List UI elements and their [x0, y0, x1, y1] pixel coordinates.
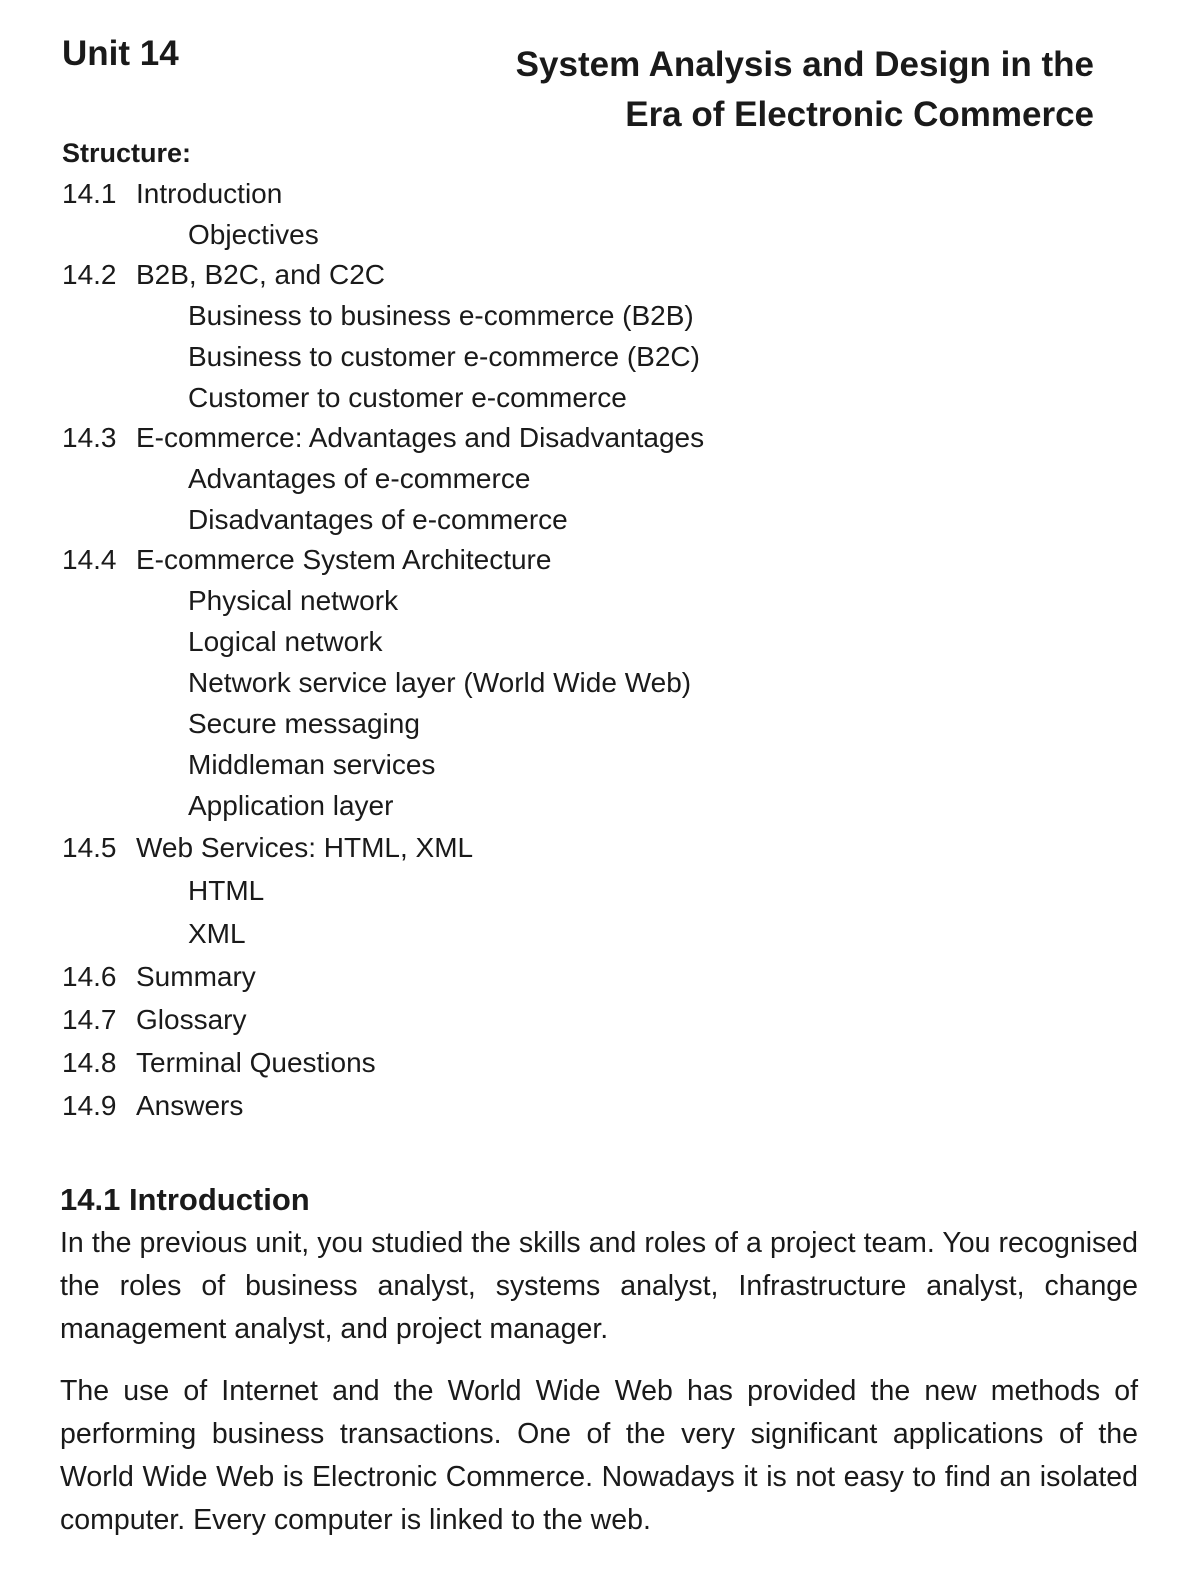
toc-subsection: Objectives: [188, 219, 319, 250]
unit-title-line2: Era of Electronic Commerce: [625, 95, 1094, 134]
toc-subsection: Secure messaging: [188, 708, 420, 739]
unit-title-line1: System Analysis and Design in the: [515, 45, 1094, 84]
toc-subsection: Business to customer e-commerce (B2C): [188, 341, 700, 372]
toc-section: [62, 1041, 1062, 1084]
toc-section-title: Introduction: [136, 178, 283, 209]
toc-subsection: Disadvantages of e-commerce: [188, 504, 568, 535]
toc-section-number: 14.5: [62, 832, 117, 863]
toc-subsection: HTML: [188, 875, 265, 906]
toc-subsection: Network service layer (World Wide Web): [188, 667, 692, 698]
toc-section-number: 14.4: [62, 544, 117, 575]
toc-subsection: Middleman services: [188, 749, 436, 780]
toc-section-title: Terminal Questions: [136, 1047, 376, 1078]
toc-section-title: Answers: [136, 1090, 244, 1121]
toc-section: [62, 540, 1062, 580]
introduction-paragraph: The use of Internet and the World Wide Web has provided the new methods of performing business transactions. One of the very significant applications of the World Wide Web is Electronic Commerce. Nowadays it is not easy to find an isolated computer. Every computer is linked to the web.: [60, 1375, 1138, 1536]
toc-section-number: 14.2: [62, 259, 117, 290]
toc-section-number: 14.9: [62, 1090, 117, 1121]
toc-section: [62, 255, 1062, 295]
toc-section-title: Summary: [136, 961, 256, 992]
toc-section: [62, 1084, 1062, 1127]
toc-section: [62, 826, 1062, 869]
toc-subsection: Application layer: [188, 790, 394, 821]
introduction-paragraph: In the previous unit, you studied the skills and roles of a project team. You recognised the roles of business analyst, systems analyst, Infrastructure analyst, change management analyst, and project manager.: [60, 1227, 1138, 1345]
toc-section-number: 14.1: [62, 178, 117, 209]
toc-subsection: Logical network: [188, 626, 383, 657]
toc-section-title: Glossary: [136, 1004, 247, 1035]
table-of-contents: [62, 174, 1062, 1127]
toc-section: [62, 998, 1062, 1041]
toc-section-number: 14.7: [62, 1004, 117, 1035]
toc-section-title: B2B, B2C, and C2C: [136, 259, 386, 290]
toc-section-title: Web Services: HTML, XML: [136, 832, 474, 863]
unit-label: Unit 14: [62, 34, 179, 73]
toc-section: [62, 174, 1062, 214]
toc-subsection: XML: [188, 918, 246, 949]
toc-subsection: Business to business e-commerce (B2B): [188, 300, 694, 331]
unit-title: [334, 40, 1094, 140]
introduction-heading: 14.1 Introduction: [60, 1182, 310, 1217]
toc-section: [62, 418, 1062, 458]
toc-subsection: Advantages of e-commerce: [188, 463, 531, 494]
toc-section-title: E-commerce: Advantages and Disadvantages: [136, 422, 705, 453]
toc-subsection: Customer to customer e-commerce: [188, 382, 627, 413]
structure-heading: Structure:: [62, 138, 192, 168]
toc-section-title: E-commerce System Architecture: [136, 544, 552, 575]
toc-section-number: 14.6: [62, 961, 117, 992]
toc-section-number: 14.8: [62, 1047, 117, 1078]
toc-section: [62, 955, 1062, 998]
toc-subsection: Physical network: [188, 585, 399, 616]
toc-section-number: 14.3: [62, 422, 117, 453]
